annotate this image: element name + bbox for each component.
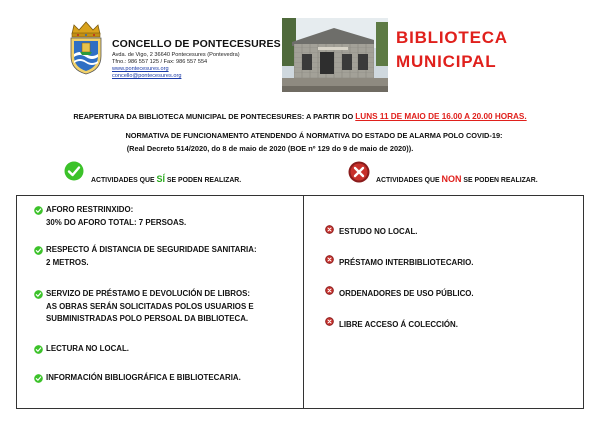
legend-allowed-word: SÍ: [156, 174, 165, 184]
rules-line: NORMATIVA DE FUNCIONAMENTO ATENDENDO Á NORMATIVA DO ESTADO DE ALARMA POLO COVID-19:: [125, 131, 503, 140]
page-title-line2: MUNICIPAL: [396, 52, 497, 71]
check-circle-icon: [34, 374, 43, 383]
org-phone: Tfno.: 986 557 125 / Fax: 986 557 554: [112, 59, 208, 65]
reopening-notice: [0, 112, 600, 121]
check-circle-icon: [34, 345, 43, 354]
library-building-photo: [282, 18, 388, 92]
allowed-item: SERVIZO DE PRÉSTAMO E DEVOLUCIÓN DE LIBROS: AS OBRAS SERÁN SOLICITADAS POLOS USUARIOS E SUBMINISTRADAS POLO PERSOAL DA BIBLIOTECA.: [46, 289, 254, 323]
forbidden-item: PRÉSTAMO INTERBIBLIOTECARIO.: [339, 258, 474, 267]
legend-forbidden-word: NON: [441, 174, 462, 184]
check-circle-icon: [34, 246, 43, 255]
allowed-item: AFORO RESTRINXIDO: 30% DO AFORO TOTAL: 7 PERSOAS.: [46, 205, 187, 227]
cross-circle-icon: [325, 225, 334, 234]
cross-circle-icon: [348, 161, 370, 183]
forbidden-item: ORDENADORES DE USO PÚBLICO.: [339, 289, 474, 298]
reopening-prefix: REAPERTURA DA BIBLIOTECA MUNICIPAL DE PONTECESURES: A PARTIR DO: [73, 112, 354, 121]
table-divider: [303, 195, 304, 409]
org-address: Avda. de Vigo, 2 36640 Pontecesures (Pontevedra): [112, 52, 240, 58]
legend-allowed-suffix: SE PODEN REALIZAR.: [166, 177, 242, 184]
reopening-date: LUNS 11 DE MAIO DE 16.00 A 20.00 HORAS.: [355, 112, 527, 121]
forbidden-item: LIBRE ACCESO Á COLECCIÓN.: [339, 320, 458, 329]
website-link[interactable]: www.pontecesures.org: [112, 66, 169, 72]
cross-circle-icon: [325, 255, 334, 264]
cross-circle-icon: [325, 286, 334, 295]
legend-allowed: [91, 174, 241, 184]
allowed-item: LECTURA NO LOCAL.: [46, 344, 129, 353]
allowed-item: RESPECTO Á DISTANCIA DE SEGURIDADE SANITARIA: 2 METROS.: [46, 245, 257, 267]
legend-allowed-prefix: ACTIVIDADES QUE: [91, 177, 155, 184]
coat-of-arms-icon: [66, 20, 106, 76]
legend-forbidden-prefix: ACTIVIDADES QUE: [376, 177, 440, 184]
legend-forbidden-suffix: SE PODEN REALIZAR.: [463, 177, 538, 184]
decree-line: (Real Decreto 514/2020, do 8 de maio de 2020 (BOE nº 129 do 9 de maio de 2020)).: [126, 144, 414, 153]
allowed-item: INFORMACIÓN BIBLIOGRÁFICA E BIBLIOTECARIA.: [46, 373, 241, 382]
check-circle-icon: [34, 290, 43, 299]
cross-circle-icon: [325, 317, 334, 326]
check-circle-icon: [64, 161, 84, 181]
check-circle-icon: [34, 206, 43, 215]
legend-forbidden: [376, 174, 538, 184]
page-title-line1: BIBLIOTECA: [396, 28, 508, 47]
email-link[interactable]: concello@pontecesures.org: [112, 73, 182, 79]
org-name: CONCELLO DE PONTECESURES: [112, 38, 281, 50]
forbidden-item: ESTUDO NO LOCAL.: [339, 227, 418, 236]
